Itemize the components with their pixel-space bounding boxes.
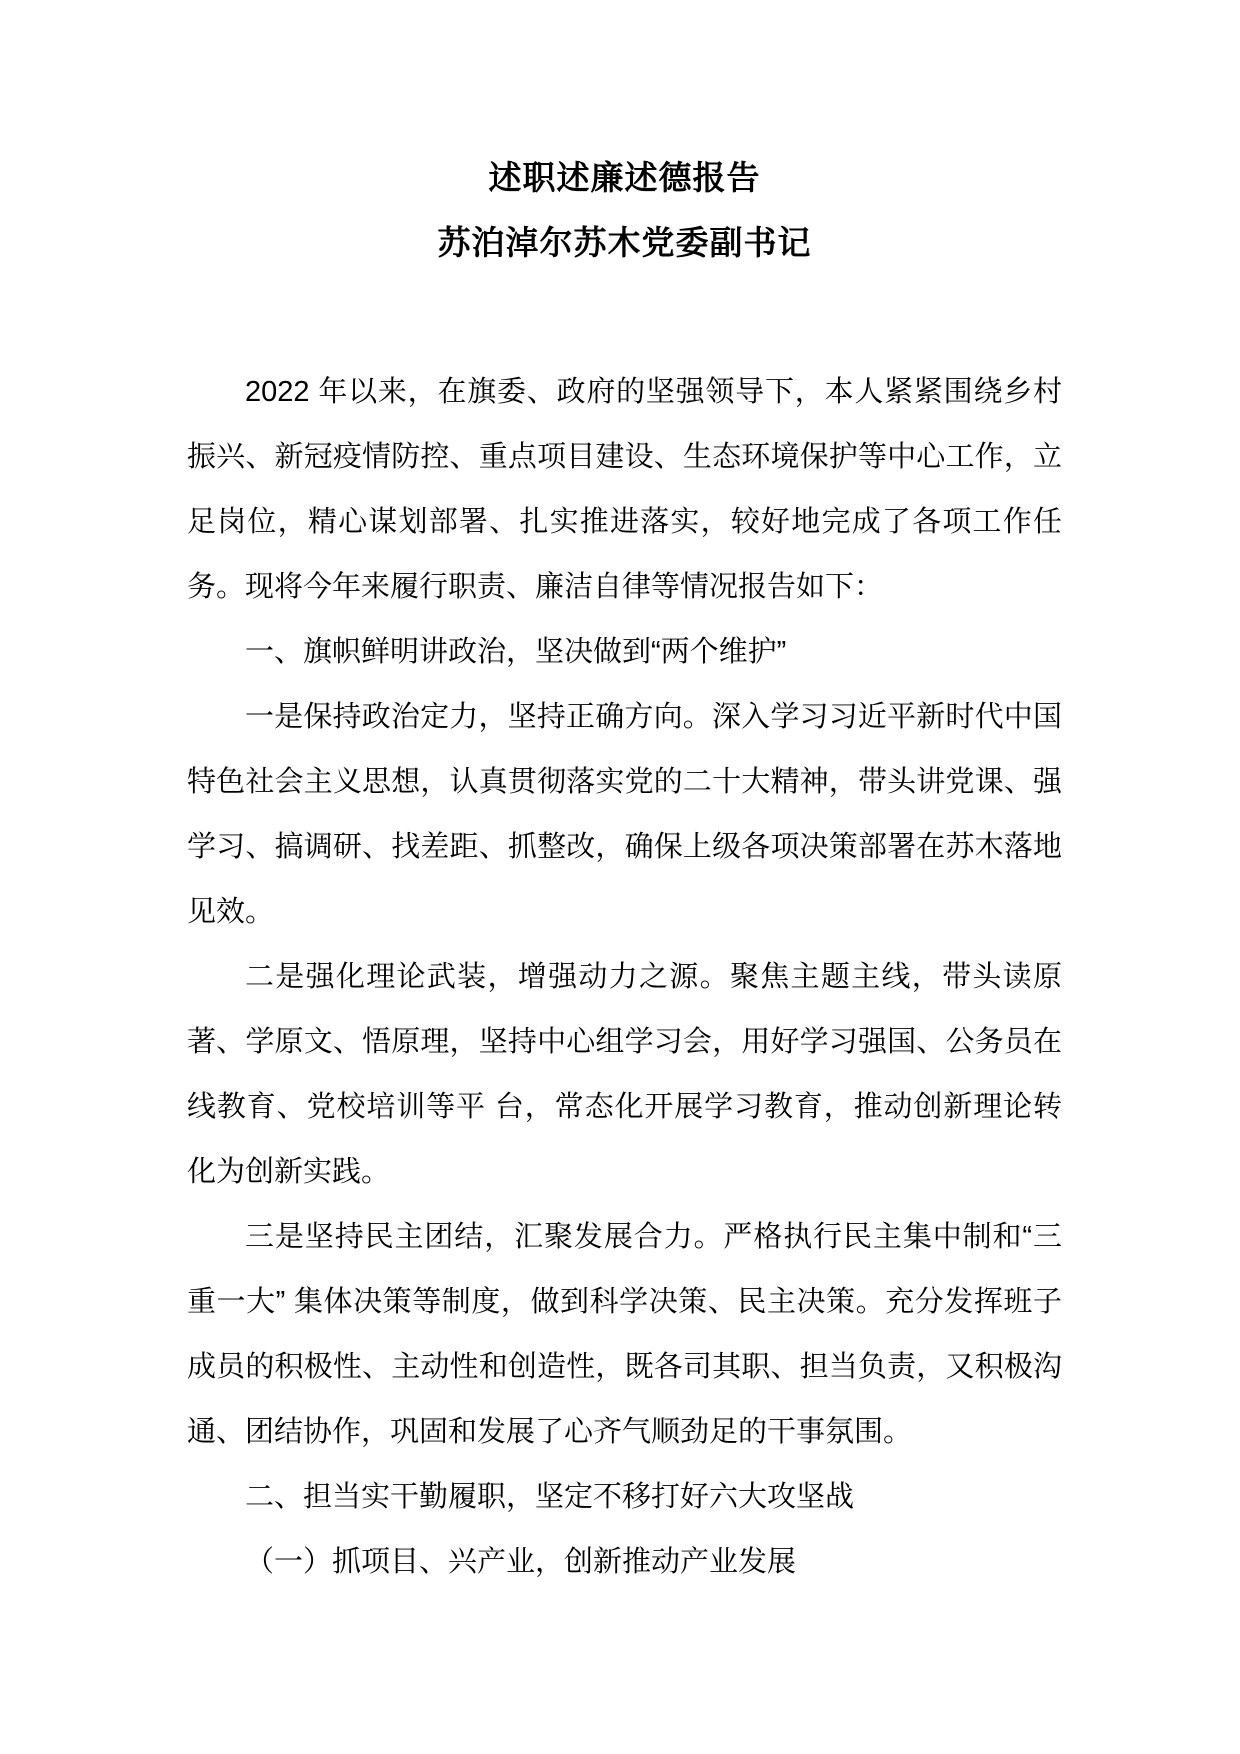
document-title: 述职述廉述德报告 bbox=[488, 159, 761, 196]
document-body bbox=[187, 360, 1062, 1595]
title-body-spacer bbox=[187, 275, 1062, 360]
section-heading: 二、担当实干勤履职，坚定不移打好六大攻坚战 bbox=[245, 1481, 855, 1513]
section-heading: （一）抓项目、兴产业，创新推动产业发展 bbox=[245, 1546, 797, 1578]
paragraph: 三是坚持民主团结，汇聚发展合力。严格执行民主集中制和“三重一大” 集体决策等制度，做到科学决策、民主决策。充分发挥班子成员的积极性、主动性和创造性，既各司其职、担当负责，又积极沟通、团结协作，巩固和发展了心齐气顺劲足的干事氛围。 bbox=[187, 1221, 1062, 1448]
paragraph: 一是保持政治定力，坚持正确方向。深入学习习近平新时代中国特色社会主义思想，认真贯彻落实党的二十大精神，带头讲党课、强学习、搞调研、找差距、抓整改，确保上级各项决策部署在苏木落地见效。 bbox=[187, 701, 1062, 928]
section-heading: 一、旗帜鲜明讲政治，坚决做到“两个维护” bbox=[245, 636, 787, 668]
document-subtitle: 苏泊淖尔苏木党委副书记 bbox=[437, 224, 812, 261]
paragraph: 2022 年以来，在旗委、政府的坚强领导下，本人紧紧围绕乡村振兴、新冠疫情防控、重点项目建设、生态环境保护等中心工作，立足岗位，精心谋划部署、扎实推进落实，较好地完成了各项工作任务。现将今年来履行职责、廉洁自律等情况报告如下： bbox=[187, 376, 1062, 603]
paragraph: 二是强化理论武装，增强动力之源。聚焦主题主线，带头读原著、学原文、悟原理，坚持中心组学习会，用好学习强国、公务员在线教育、党校培训等平 台，常态化开展学习教育，推动创新理论转化为创新实践。 bbox=[187, 961, 1062, 1188]
